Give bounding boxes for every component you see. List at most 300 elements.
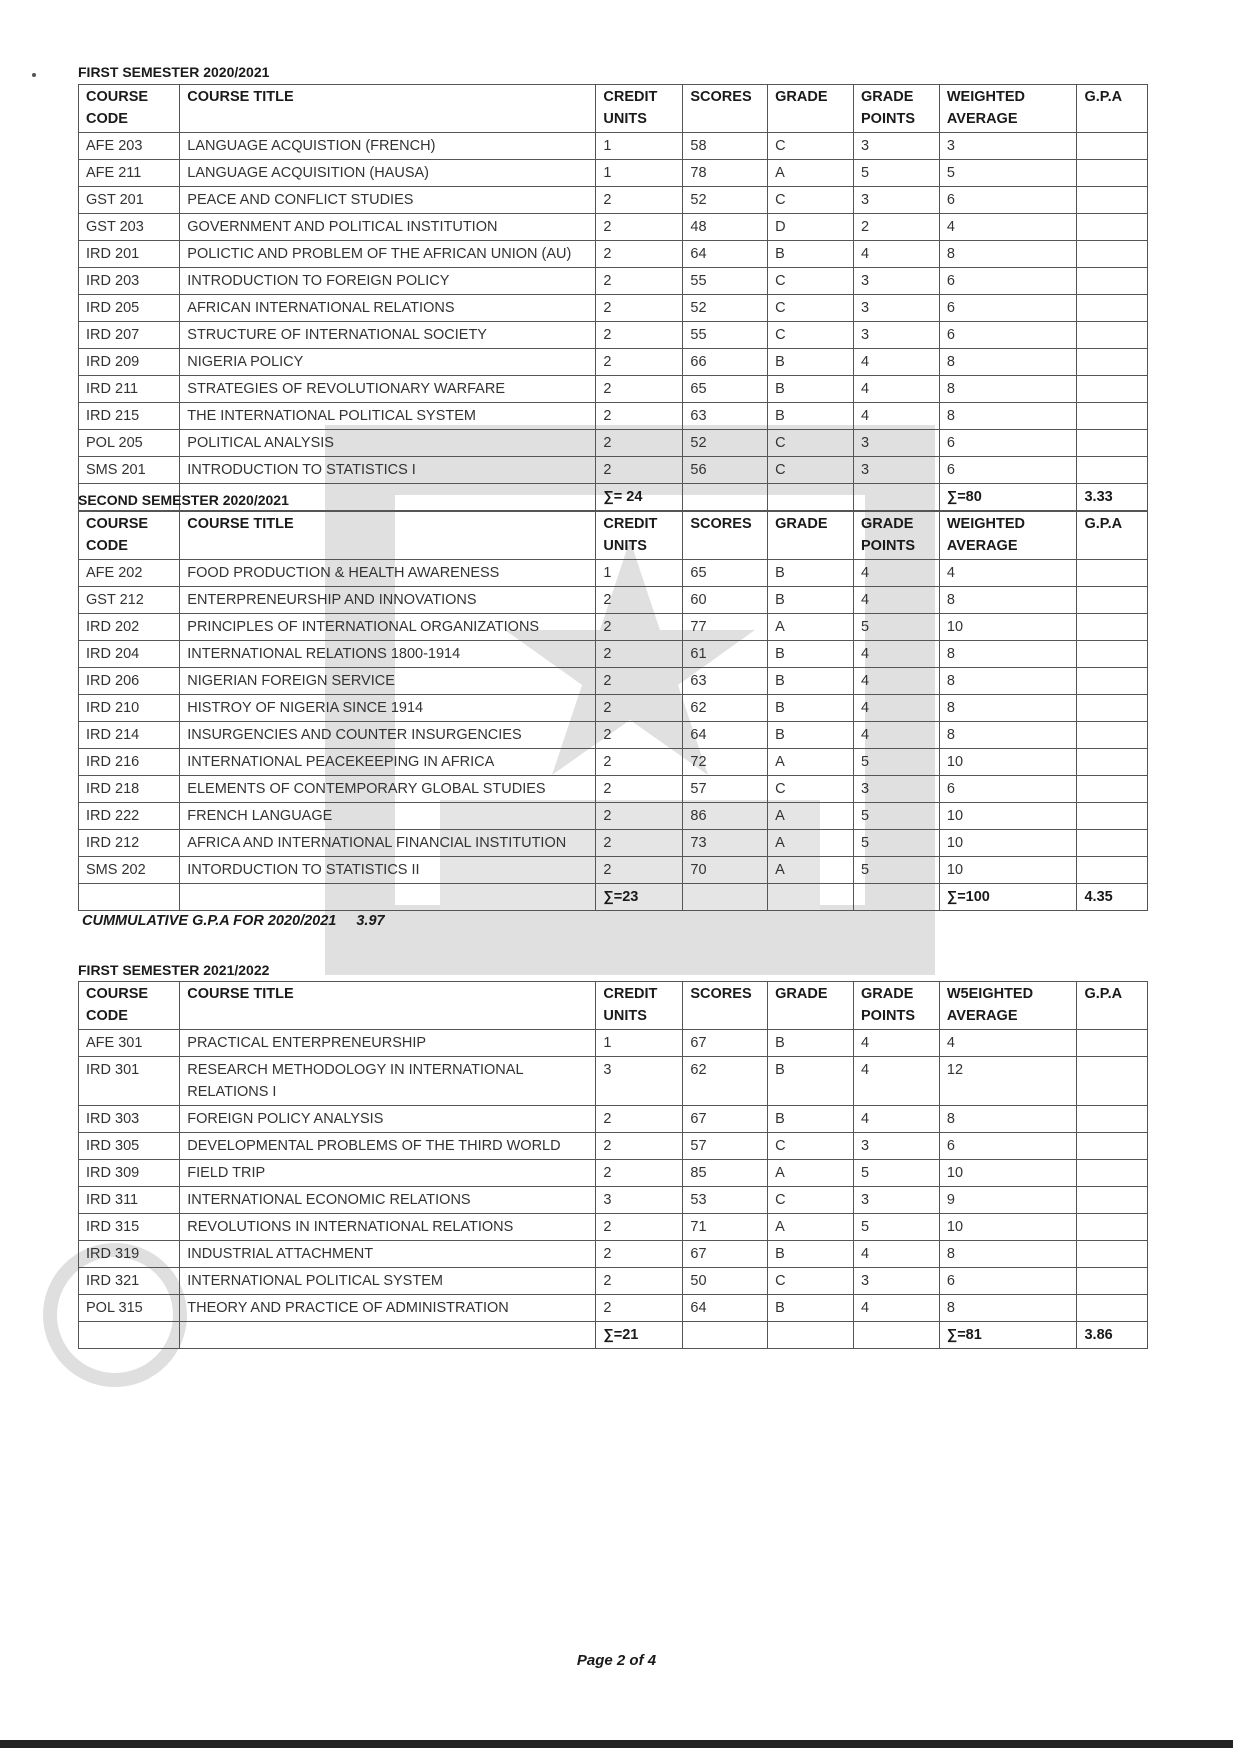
cell-credit-units: 2 [596, 241, 683, 268]
cell-score: 52 [683, 187, 768, 214]
cell-grade-points: 3 [854, 776, 940, 803]
cell-course-title: THE INTERNATIONAL POLITICAL SYSTEM [180, 403, 596, 430]
cell-grade-points: 4 [854, 1295, 940, 1322]
cell-grade-points: 5 [854, 614, 940, 641]
cell-grade: B [768, 722, 854, 749]
cell-credit-units: 2 [596, 803, 683, 830]
table-row [79, 1030, 1148, 1057]
cell-course-code: IRD 211 [79, 376, 180, 403]
cell-grade: B [768, 403, 854, 430]
cell-gpa [1077, 560, 1148, 587]
cell-weighted-average: 10 [939, 1214, 1077, 1241]
table-row [79, 457, 1148, 484]
cell-grade-points: 3 [854, 133, 940, 160]
header-gpa: G.P.A [1077, 982, 1148, 1030]
cell-weighted-average: 10 [939, 1160, 1077, 1187]
cell-grade: C [768, 1133, 854, 1160]
cell-course-title: NIGERIAN FOREIGN SERVICE [180, 668, 596, 695]
cell-credit-units: 2 [596, 1160, 683, 1187]
cell-grade-points: 4 [854, 1030, 940, 1057]
cell-gpa [1077, 668, 1148, 695]
table-row [79, 695, 1148, 722]
cell-score: 78 [683, 160, 768, 187]
cell-course-title: ELEMENTS OF CONTEMPORARY GLOBAL STUDIES [180, 776, 596, 803]
cell-course-code: IRD 215 [79, 403, 180, 430]
cell-grade-points: 5 [854, 830, 940, 857]
cell-weighted-average: 4 [939, 214, 1077, 241]
cell-course-code: IRD 209 [79, 349, 180, 376]
cell-course-code: AFE 301 [79, 1030, 180, 1057]
cell-credit-units: 1 [596, 160, 683, 187]
cell-grade-points: 4 [854, 1241, 940, 1268]
header-course-code: COURSE CODE [79, 512, 180, 560]
header-grade: GRADE [768, 512, 854, 560]
cell-score: 72 [683, 749, 768, 776]
cell-grade-points: 4 [854, 403, 940, 430]
table-row [79, 1214, 1148, 1241]
cell-weighted-average: 4 [939, 1030, 1077, 1057]
cell-grade-points: 5 [854, 857, 940, 884]
table-row [79, 403, 1148, 430]
cell-gpa [1077, 160, 1148, 187]
table-row [79, 1160, 1148, 1187]
cell-grade: B [768, 587, 854, 614]
cell-gpa [1077, 587, 1148, 614]
cell-weighted-average: 8 [939, 641, 1077, 668]
cell-course-code: POL 315 [79, 1295, 180, 1322]
cell-score: 52 [683, 295, 768, 322]
cell-course-code: IRD 319 [79, 1241, 180, 1268]
table-row [79, 641, 1148, 668]
cell-course-title: RESEARCH METHODOLOGY IN INTERNATIONAL RELATIONS I [180, 1057, 596, 1106]
cell-score: 55 [683, 322, 768, 349]
cell-weighted-average: 8 [939, 587, 1077, 614]
total-blank-cell [854, 484, 940, 511]
cell-gpa [1077, 1030, 1148, 1057]
cell-weighted-average: 4 [939, 560, 1077, 587]
total-weighted-average: ∑=100 [939, 884, 1077, 911]
cell-course-title: INTERNATIONAL RELATIONS 1800-1914 [180, 641, 596, 668]
cell-score: 67 [683, 1030, 768, 1057]
cell-credit-units: 2 [596, 403, 683, 430]
cell-grade: A [768, 830, 854, 857]
table-row [79, 1268, 1148, 1295]
grades-table-sem1-2021 [78, 981, 1148, 1349]
cell-course-title: INDUSTRIAL ATTACHMENT [180, 1241, 596, 1268]
total-blank-cell [768, 884, 854, 911]
total-blank-cell [180, 884, 596, 911]
cell-weighted-average: 5 [939, 160, 1077, 187]
cell-credit-units: 2 [596, 668, 683, 695]
cell-weighted-average: 8 [939, 349, 1077, 376]
cell-grade: B [768, 1057, 854, 1106]
cell-credit-units: 2 [596, 1214, 683, 1241]
table-row [79, 376, 1148, 403]
header-scores: SCORES [683, 982, 768, 1030]
total-blank-cell [79, 884, 180, 911]
cell-grade: B [768, 1106, 854, 1133]
cell-score: 62 [683, 695, 768, 722]
header-credit-units: CREDIT UNITS [596, 512, 683, 560]
cell-credit-units: 2 [596, 641, 683, 668]
header-weighted-average: W5EIGHTED AVERAGE [939, 982, 1077, 1030]
cell-grade-points: 3 [854, 430, 940, 457]
cell-score: 52 [683, 430, 768, 457]
cell-grade: D [768, 214, 854, 241]
cell-course-code: IRD 218 [79, 776, 180, 803]
cell-gpa [1077, 722, 1148, 749]
cell-grade-points: 4 [854, 668, 940, 695]
cell-course-code: IRD 205 [79, 295, 180, 322]
cell-grade-points: 3 [854, 322, 940, 349]
cell-course-code: GST 212 [79, 587, 180, 614]
total-blank-cell [683, 884, 768, 911]
cell-course-title: LANGUAGE ACQUISTION (FRENCH) [180, 133, 596, 160]
table-row [79, 803, 1148, 830]
cell-weighted-average: 6 [939, 457, 1077, 484]
semester-gpa: 4.35 [1077, 884, 1148, 911]
cell-course-code: IRD 203 [79, 268, 180, 295]
cell-grade: A [768, 614, 854, 641]
cell-course-title: POLICTIC AND PROBLEM OF THE AFRICAN UNION (AU) [180, 241, 596, 268]
cell-gpa [1077, 695, 1148, 722]
header-course-title: COURSE TITLE [180, 512, 596, 560]
cell-course-code: GST 203 [79, 214, 180, 241]
cell-weighted-average: 10 [939, 749, 1077, 776]
cell-course-title: FIELD TRIP [180, 1160, 596, 1187]
cell-grade-points: 4 [854, 1057, 940, 1106]
table-row [79, 1295, 1148, 1322]
cell-course-code: IRD 309 [79, 1160, 180, 1187]
margin-mark [32, 73, 36, 77]
cell-gpa [1077, 376, 1148, 403]
header-scores: SCORES [683, 85, 768, 133]
cell-gpa [1077, 1057, 1148, 1106]
cell-grade: B [768, 241, 854, 268]
cell-gpa [1077, 241, 1148, 268]
cell-credit-units: 2 [596, 776, 683, 803]
cell-gpa [1077, 133, 1148, 160]
table-row [79, 214, 1148, 241]
table-row [79, 830, 1148, 857]
total-blank-cell [79, 1322, 180, 1349]
cell-grade: C [768, 187, 854, 214]
table-row [79, 1133, 1148, 1160]
cell-course-title: REVOLUTIONS IN INTERNATIONAL RELATIONS [180, 1214, 596, 1241]
table-row [79, 1241, 1148, 1268]
cell-score: 58 [683, 133, 768, 160]
cell-weighted-average: 10 [939, 857, 1077, 884]
table-row [79, 1106, 1148, 1133]
cell-gpa [1077, 214, 1148, 241]
cell-score: 63 [683, 668, 768, 695]
cell-grade-points: 3 [854, 1268, 940, 1295]
cell-grade-points: 3 [854, 1133, 940, 1160]
cell-course-code: IRD 305 [79, 1133, 180, 1160]
cell-score: 77 [683, 614, 768, 641]
cell-grade: C [768, 295, 854, 322]
cell-grade-points: 5 [854, 1214, 940, 1241]
cell-weighted-average: 6 [939, 295, 1077, 322]
header-scores: SCORES [683, 512, 768, 560]
cell-course-title: INTORDUCTION TO STATISTICS II [180, 857, 596, 884]
total-blank-cell [768, 1322, 854, 1349]
grades-table-sem2-2020 [78, 511, 1148, 911]
cell-course-code: IRD 303 [79, 1106, 180, 1133]
cell-weighted-average: 8 [939, 1241, 1077, 1268]
cell-score: 71 [683, 1214, 768, 1241]
cell-course-code: IRD 301 [79, 1057, 180, 1106]
cell-grade: A [768, 1160, 854, 1187]
cell-weighted-average: 8 [939, 241, 1077, 268]
cell-course-title: INTERNATIONAL POLITICAL SYSTEM [180, 1268, 596, 1295]
header-course-code: COURSE CODE [79, 982, 180, 1030]
cell-course-title: AFRICAN INTERNATIONAL RELATIONS [180, 295, 596, 322]
cell-grade: A [768, 160, 854, 187]
cell-grade: A [768, 749, 854, 776]
cell-course-title: PRINCIPLES OF INTERNATIONAL ORGANIZATIONS [180, 614, 596, 641]
total-credit-units: ∑= 24 [596, 484, 683, 511]
cell-grade: B [768, 1241, 854, 1268]
cell-gpa [1077, 1106, 1148, 1133]
cell-grade: C [768, 133, 854, 160]
header-gpa: G.P.A [1077, 85, 1148, 133]
cell-grade: B [768, 1295, 854, 1322]
cell-credit-units: 2 [596, 430, 683, 457]
section-title-sem1-2021: FIRST SEMESTER 2021/2022 [78, 962, 270, 978]
cell-grade-points: 5 [854, 1160, 940, 1187]
cell-grade: B [768, 1030, 854, 1057]
total-row [79, 1322, 1148, 1349]
cell-score: 62 [683, 1057, 768, 1106]
cell-course-code: IRD 202 [79, 614, 180, 641]
total-blank-cell [854, 884, 940, 911]
cell-credit-units: 1 [596, 133, 683, 160]
cell-credit-units: 2 [596, 376, 683, 403]
cell-credit-units: 2 [596, 457, 683, 484]
table-row [79, 430, 1148, 457]
total-row [79, 884, 1148, 911]
cell-credit-units: 2 [596, 322, 683, 349]
cell-weighted-average: 6 [939, 1268, 1077, 1295]
cell-course-code: AFE 203 [79, 133, 180, 160]
cell-score: 55 [683, 268, 768, 295]
cell-weighted-average: 3 [939, 133, 1077, 160]
cell-gpa [1077, 857, 1148, 884]
cell-gpa [1077, 349, 1148, 376]
total-weighted-average: ∑=81 [939, 1322, 1077, 1349]
cell-grade-points: 4 [854, 587, 940, 614]
cell-course-code: IRD 321 [79, 1268, 180, 1295]
cell-grade: B [768, 560, 854, 587]
cell-credit-units: 3 [596, 1057, 683, 1106]
cell-course-code: IRD 315 [79, 1214, 180, 1241]
cell-grade-points: 4 [854, 695, 940, 722]
cell-grade-points: 4 [854, 641, 940, 668]
table-row [79, 322, 1148, 349]
header-grade-points: GRADE POINTS [854, 85, 940, 133]
table-row [79, 349, 1148, 376]
total-blank-cell [180, 1322, 596, 1349]
cell-grade-points: 3 [854, 1187, 940, 1214]
header-grade: GRADE [768, 85, 854, 133]
cell-credit-units: 2 [596, 187, 683, 214]
cell-credit-units: 2 [596, 749, 683, 776]
cell-course-title: HISTROY OF NIGERIA SINCE 1914 [180, 695, 596, 722]
cell-gpa [1077, 457, 1148, 484]
cell-weighted-average: 6 [939, 322, 1077, 349]
cell-course-code: IRD 210 [79, 695, 180, 722]
cell-gpa [1077, 830, 1148, 857]
cell-course-code: SMS 202 [79, 857, 180, 884]
cell-credit-units: 3 [596, 1187, 683, 1214]
cell-grade: B [768, 376, 854, 403]
cell-grade: C [768, 776, 854, 803]
cell-course-title: INTRODUCTION TO FOREIGN POLICY [180, 268, 596, 295]
cell-course-title: THEORY AND PRACTICE OF ADMINISTRATION [180, 1295, 596, 1322]
cell-gpa [1077, 1214, 1148, 1241]
total-credit-units: ∑=21 [596, 1322, 683, 1349]
cell-credit-units: 2 [596, 268, 683, 295]
cell-gpa [1077, 776, 1148, 803]
cell-grade-points: 4 [854, 349, 940, 376]
cell-grade: C [768, 1268, 854, 1295]
cell-grade: B [768, 641, 854, 668]
cell-gpa [1077, 749, 1148, 776]
cell-grade-points: 4 [854, 560, 940, 587]
total-blank-cell [768, 484, 854, 511]
total-blank-cell [683, 1322, 768, 1349]
cell-credit-units: 2 [596, 614, 683, 641]
cell-score: 70 [683, 857, 768, 884]
cell-course-title: PEACE AND CONFLICT STUDIES [180, 187, 596, 214]
cell-course-title: POLITICAL ANALYSIS [180, 430, 596, 457]
cell-course-code: IRD 201 [79, 241, 180, 268]
cell-credit-units: 2 [596, 1106, 683, 1133]
cell-grade: A [768, 1214, 854, 1241]
cell-gpa [1077, 1160, 1148, 1187]
header-grade-points: GRADE POINTS [854, 512, 940, 560]
table-row [79, 187, 1148, 214]
cell-credit-units: 2 [596, 857, 683, 884]
cell-course-code: IRD 212 [79, 830, 180, 857]
section-title-sem2-2020: SECOND SEMESTER 2020/2021 [78, 492, 289, 508]
cell-score: 65 [683, 376, 768, 403]
table-row [79, 133, 1148, 160]
cell-course-code: IRD 214 [79, 722, 180, 749]
cell-course-title: FOREIGN POLICY ANALYSIS [180, 1106, 596, 1133]
cell-course-title: ENTERPRENEURSHIP AND INNOVATIONS [180, 587, 596, 614]
table-header-row [79, 85, 1148, 133]
cell-grade: A [768, 857, 854, 884]
cell-credit-units: 2 [596, 722, 683, 749]
table-row [79, 268, 1148, 295]
cell-grade-points: 5 [854, 803, 940, 830]
cell-weighted-average: 12 [939, 1057, 1077, 1106]
cell-course-code: POL 205 [79, 430, 180, 457]
cell-grade-points: 4 [854, 1106, 940, 1133]
header-course-title: COURSE TITLE [180, 982, 596, 1030]
cell-gpa [1077, 322, 1148, 349]
cell-grade: B [768, 668, 854, 695]
cell-weighted-average: 8 [939, 695, 1077, 722]
cell-credit-units: 1 [596, 1030, 683, 1057]
cell-score: 64 [683, 241, 768, 268]
total-weighted-average: ∑=80 [939, 484, 1077, 511]
cell-credit-units: 2 [596, 1241, 683, 1268]
cell-gpa [1077, 1241, 1148, 1268]
table-row [79, 295, 1148, 322]
cell-course-title: INTERNATIONAL ECONOMIC RELATIONS [180, 1187, 596, 1214]
total-blank-cell [683, 484, 768, 511]
cell-course-code: IRD 207 [79, 322, 180, 349]
cell-score: 65 [683, 560, 768, 587]
cell-grade-points: 3 [854, 295, 940, 322]
cell-weighted-average: 8 [939, 403, 1077, 430]
cell-score: 61 [683, 641, 768, 668]
cell-grade-points: 4 [854, 241, 940, 268]
table-row [79, 857, 1148, 884]
header-grade-points: GRADE POINTS [854, 982, 940, 1030]
cell-gpa [1077, 614, 1148, 641]
cell-course-title: INTERNATIONAL PEACEKEEPING IN AFRICA [180, 749, 596, 776]
cell-course-title: GOVERNMENT AND POLITICAL INSTITUTION [180, 214, 596, 241]
table-header-row [79, 982, 1148, 1030]
cell-gpa [1077, 295, 1148, 322]
cell-score: 48 [683, 214, 768, 241]
table-row [79, 722, 1148, 749]
cell-course-title: FOOD PRODUCTION & HEALTH AWARENESS [180, 560, 596, 587]
cell-score: 66 [683, 349, 768, 376]
table-row [79, 1057, 1148, 1106]
cell-grade-points: 5 [854, 160, 940, 187]
cell-credit-units: 1 [596, 560, 683, 587]
cell-course-code: AFE 202 [79, 560, 180, 587]
cell-weighted-average: 6 [939, 268, 1077, 295]
cell-credit-units: 2 [596, 214, 683, 241]
cell-weighted-average: 6 [939, 1133, 1077, 1160]
cell-gpa [1077, 430, 1148, 457]
cell-weighted-average: 6 [939, 776, 1077, 803]
cell-gpa [1077, 1295, 1148, 1322]
cell-credit-units: 2 [596, 349, 683, 376]
cell-gpa [1077, 1187, 1148, 1214]
cell-score: 63 [683, 403, 768, 430]
cell-score: 60 [683, 587, 768, 614]
header-credit-units: CREDIT UNITS [596, 982, 683, 1030]
cell-course-title: STRUCTURE OF INTERNATIONAL SOCIETY [180, 322, 596, 349]
semester-gpa: 3.33 [1077, 484, 1148, 511]
cell-grade: C [768, 1187, 854, 1214]
cell-score: 85 [683, 1160, 768, 1187]
cell-weighted-average: 6 [939, 430, 1077, 457]
cell-gpa [1077, 803, 1148, 830]
table-row [79, 160, 1148, 187]
cell-weighted-average: 8 [939, 1106, 1077, 1133]
total-credit-units: ∑=23 [596, 884, 683, 911]
header-course-code: COURSE CODE [79, 85, 180, 133]
cell-grade: B [768, 695, 854, 722]
cell-credit-units: 2 [596, 1268, 683, 1295]
cell-course-code: IRD 216 [79, 749, 180, 776]
cell-weighted-average: 9 [939, 1187, 1077, 1214]
table-row [79, 668, 1148, 695]
cell-weighted-average: 10 [939, 614, 1077, 641]
cumulative-gpa [82, 913, 385, 929]
table-row [79, 749, 1148, 776]
section-title-sem1-2020: FIRST SEMESTER 2020/2021 [78, 64, 270, 80]
cell-course-title: NIGERIA POLICY [180, 349, 596, 376]
